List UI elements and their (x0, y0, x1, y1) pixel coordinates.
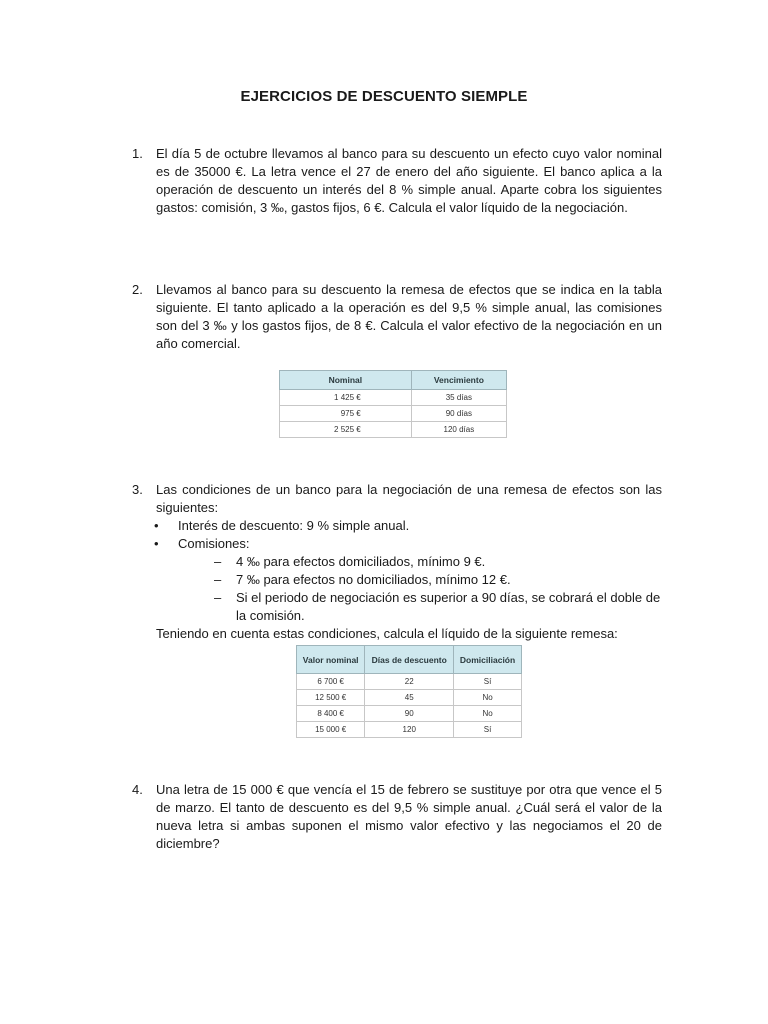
list-item-text: Interés de descuento: 9 % simple anual. (178, 518, 410, 533)
list-item-text: Comisiones: (178, 536, 250, 551)
table-cell: 22 (365, 674, 454, 690)
list-item (132, 517, 662, 535)
exercise-closing-text: Teniendo en cuenta estas condiciones, calcula el líquido de la siguiente remesa: (156, 626, 618, 641)
table-cell: No (454, 706, 522, 722)
exercise-text: El día 5 de octubre llevamos al banco para su descuento un efecto cuyo valor nominal es de 35000 €. La letra vence el 27 de enero del año siguiente. El banco aplica a la operación de descuento un interés del 8 % simple anual. Aparte cobra los siguientes gastos: comisión, 3 ‰, gastos fijos, 6 €. Calcula el valor líquido de la negociación. (156, 146, 662, 215)
table-row (297, 674, 522, 690)
table-cell: 12 500 € (297, 690, 365, 706)
list-item-text: 7 ‰ para efectos no domiciliados, mínimo 12 €. (236, 572, 511, 587)
exercise-text: Llevamos al banco para su descuento la remesa de efectos que se indica en la tabla siguiente. El tanto aplicado a la operación es del 9,5 % simple anual, las comisiones son del 3 ‰ y los gastos fijos, de 8 €. Calcula el valor efectivo de la negociación en un año comercial. (156, 282, 662, 351)
dash-icon: – (214, 572, 222, 587)
table-cell: 2 525 € (280, 422, 412, 438)
list-item (132, 571, 662, 589)
table-cell: No (454, 690, 522, 706)
list-item-text: Si el periodo de negociación es superior a 90 días, se cobrará el doble de la comisión. (236, 590, 661, 623)
table-row (280, 406, 507, 422)
table-header-row (297, 646, 522, 674)
table-header-row (280, 371, 507, 390)
table-cell: 35 días (411, 390, 506, 406)
list-item (132, 553, 662, 571)
exercise-1 (132, 145, 662, 217)
conditions-list (132, 517, 662, 553)
table-header-cell: Domiciliación (454, 646, 522, 674)
table-cell: 6 700 € (297, 674, 365, 690)
remesa-table-exercise-2 (279, 370, 507, 438)
exercise-number: 2. (132, 282, 143, 297)
exercise-number: 1. (132, 146, 143, 161)
exercise-3 (132, 481, 662, 643)
table-row (297, 706, 522, 722)
table-row (297, 690, 522, 706)
table-header-cell: Valor nominal (297, 646, 365, 674)
dash-icon: – (214, 590, 222, 605)
table-cell: 1 425 € (280, 390, 412, 406)
dash-icon: – (214, 554, 222, 569)
table-header-cell: Nominal (280, 371, 412, 390)
table-cell: 975 € (280, 406, 412, 422)
exercise-text: Una letra de 15 000 € que vencía el 15 de febrero se sustituye por otra que vence el 5 de marzo. El tanto de descuento es del 9,5 % simple anual. ¿Cuál será el valor de la nueva letra si ambas suponen el mismo valor efectivo y las negociamos el 20 de diciembre? (156, 782, 662, 851)
table-cell: 90 días (411, 406, 506, 422)
document-title: EJERCICIOS DE DESCUENTO SIEMPLE (240, 88, 528, 105)
exercise-2 (132, 281, 662, 353)
commissions-list (132, 553, 662, 625)
list-item-text: 4 ‰ para efectos domiciliados, mínimo 9 €. (236, 554, 486, 569)
exercise-number: 3. (132, 482, 143, 497)
table-cell: 90 (365, 706, 454, 722)
exercise-text: Las condiciones de un banco para la negociación de una remesa de efectos son las siguientes: (156, 482, 662, 515)
table-row (280, 390, 507, 406)
table-cell: 120 días (411, 422, 506, 438)
bullet-icon: • (154, 518, 159, 533)
exercise-number: 4. (132, 782, 143, 797)
list-item (132, 589, 662, 625)
list-item (132, 535, 662, 553)
table-cell: Sí (454, 674, 522, 690)
table-cell: 8 400 € (297, 706, 365, 722)
table-header-cell: Vencimiento (411, 371, 506, 390)
bullet-icon: • (154, 536, 159, 551)
table-row (297, 722, 522, 738)
table-row (280, 422, 507, 438)
remesa-table-exercise-3 (296, 645, 522, 738)
table-cell: 15 000 € (297, 722, 365, 738)
table-cell: 120 (365, 722, 454, 738)
table-cell: 45 (365, 690, 454, 706)
exercise-4 (132, 781, 662, 853)
table-cell: Sí (454, 722, 522, 738)
table-header-cell: Días de descuento (365, 646, 454, 674)
